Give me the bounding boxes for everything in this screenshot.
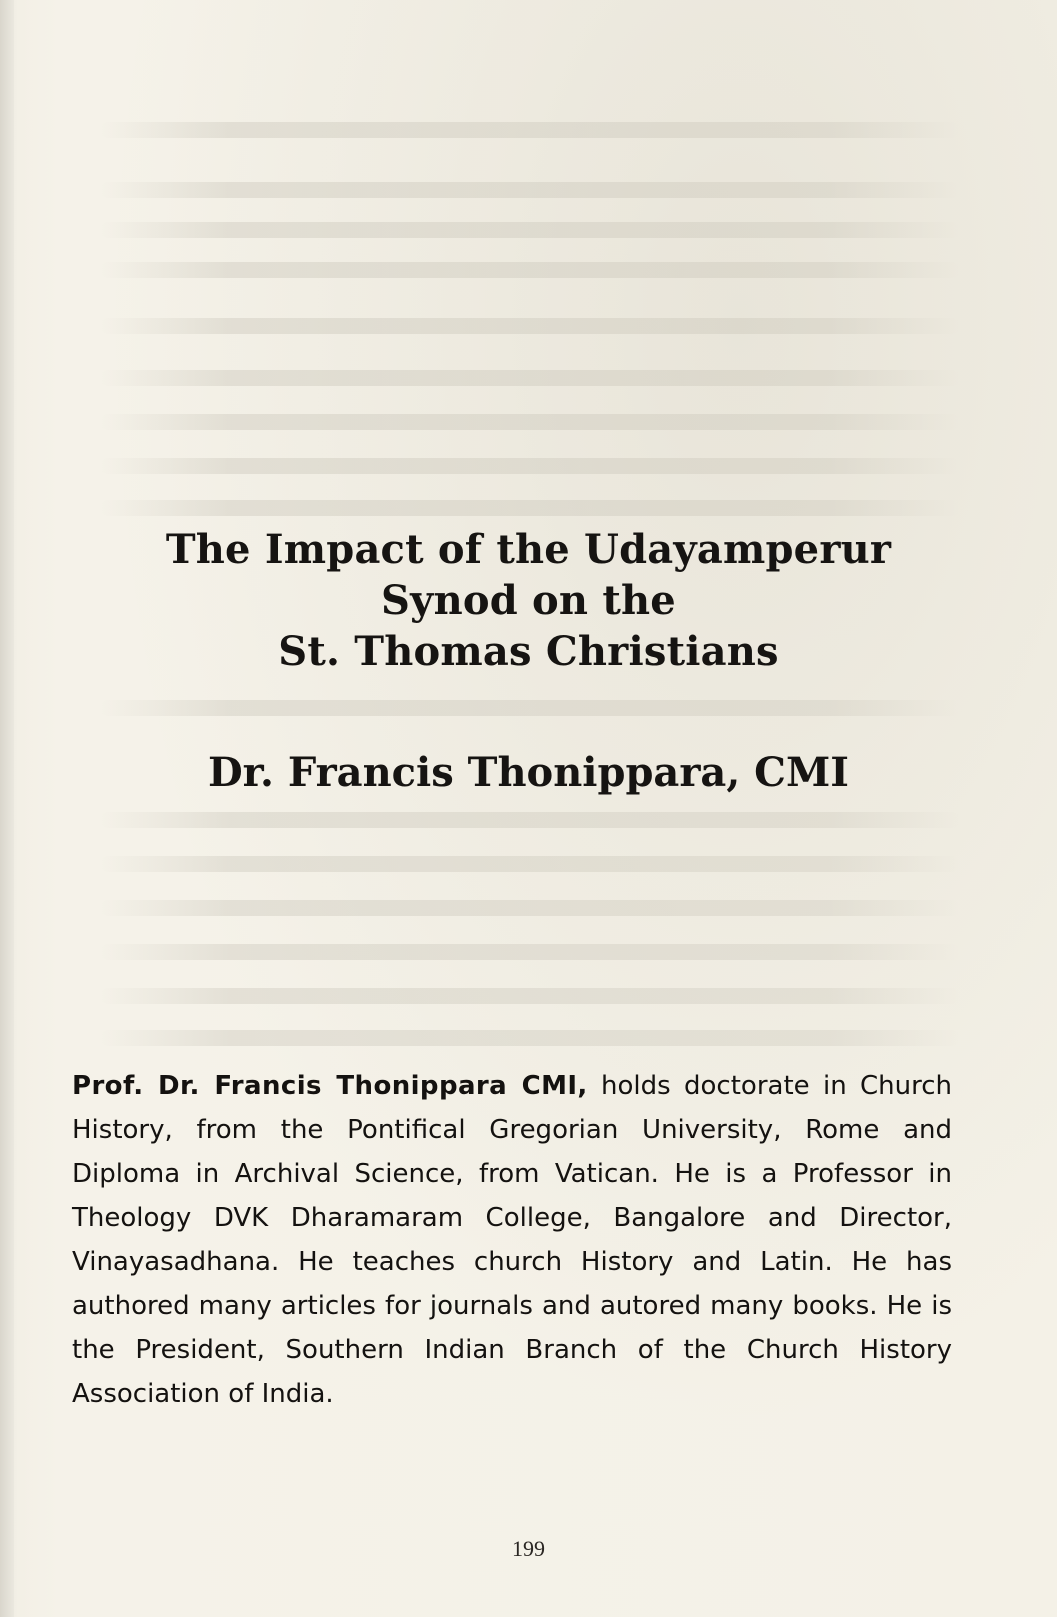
show-through-line bbox=[100, 458, 960, 474]
show-through-line bbox=[100, 700, 960, 716]
show-through-line bbox=[100, 182, 960, 198]
author-name: Dr. Francis Thonippara, CMI bbox=[207, 749, 850, 796]
show-through-line bbox=[100, 318, 960, 334]
author-bio bbox=[72, 1064, 952, 1416]
page-number: 199 bbox=[512, 1536, 545, 1561]
show-through-line bbox=[100, 370, 960, 386]
show-through-line bbox=[100, 262, 960, 278]
show-through-line bbox=[100, 944, 960, 960]
page-binding-edge bbox=[0, 0, 14, 1617]
show-through-line bbox=[100, 500, 960, 516]
show-through-line bbox=[100, 222, 960, 238]
title-line: The Impact of the Udayamperur bbox=[165, 526, 892, 573]
show-through-line bbox=[100, 122, 960, 138]
article-title bbox=[0, 524, 1057, 677]
show-through-line bbox=[100, 856, 960, 872]
show-through-line bbox=[100, 900, 960, 916]
title-line: Synod on the bbox=[381, 577, 676, 624]
bio-lead: Prof. Dr. Francis Thonippara CMI, bbox=[72, 1071, 588, 1101]
title-line: St. Thomas Christians bbox=[278, 628, 779, 675]
show-through-line bbox=[100, 988, 960, 1004]
bio-text: holds doctorate in Church History, from the Pontifical Gregorian University, Rome and Diploma in Archival Science, from Vatican. He is a Professor in Theology DVK Dharamaram College, Bangalore and Director, Vinayasadhana. He teaches church History and Latin. He has authored many articles for journals and autored many books. He is the President, Southern Indian Branch of the Church History Association of India. bbox=[72, 1071, 953, 1409]
show-through-line bbox=[100, 1030, 960, 1046]
show-through-line bbox=[100, 414, 960, 430]
show-through-line bbox=[100, 812, 960, 828]
